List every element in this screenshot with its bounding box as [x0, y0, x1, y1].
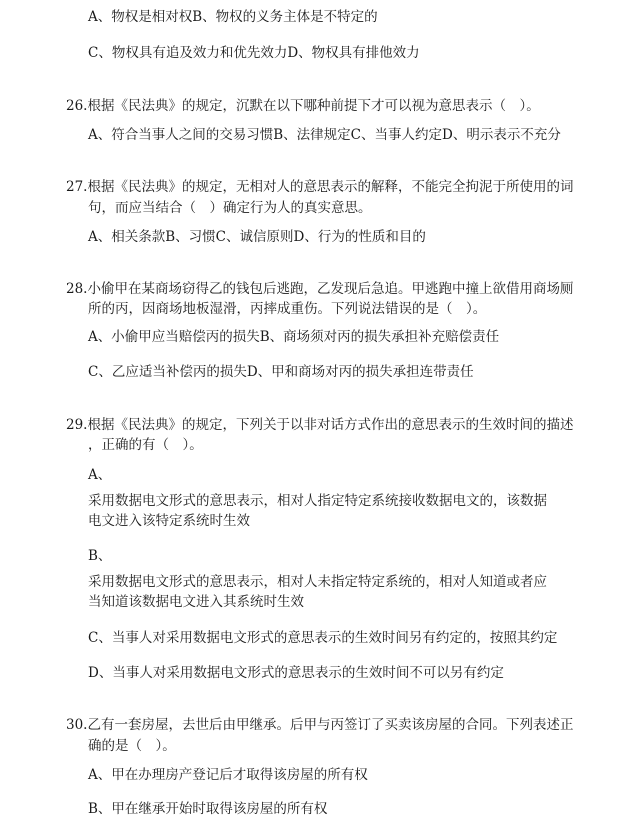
- q29-option-a-line2: 电文进入该特定系统时生效: [88, 513, 250, 529]
- q27-stem-line1-row: [66, 178, 573, 196]
- q29-stem-line2: ，正确的有（ ）。: [88, 437, 203, 453]
- q28-option-cd: C、乙应适当补偿丙的损失D、甲和商场对丙的损失承担连带责任: [88, 364, 474, 380]
- q29-number: 29.: [66, 417, 88, 433]
- q30-number: 30.: [66, 717, 88, 733]
- q25-option-cd: C、物权具有追及效力和优先效力D、物权具有排他效力: [88, 45, 420, 61]
- q29-option-c: C、当事人对采用数据电文形式的意思表示的生效时间另有约定的，按照其约定: [88, 630, 558, 646]
- q28-stem-line1: 小偷甲在某商场窃得乙的钱包后逃跑，乙发现后急追。甲逃跑中撞上欲借用商场厕: [87, 281, 574, 297]
- q30-option-a: A、甲在办理房产登记后才取得该房屋的所有权: [88, 767, 368, 783]
- q30-stem-line2: 确的是（ ）。: [88, 738, 176, 754]
- q29-stem-line1-row: [66, 416, 573, 434]
- q29-option-d: D、当事人对采用数据电文形式的意思表示的生效时间不可以另有约定: [88, 665, 504, 681]
- q28-option-ab: A、小偷甲应当赔偿丙的损失B、商场须对丙的损失承担补充赔偿责任: [88, 329, 500, 345]
- q27-options: A、相关条款B、习惯C、诚信原则D、行为的性质和目的: [88, 229, 426, 245]
- q29-option-a-line1: 采用数据电文形式的意思表示，相对人指定特定系统接收数据电文的，该数据: [88, 493, 547, 509]
- q29-option-b-line1: 采用数据电文形式的意思表示，相对人未指定特定系统的，相对人知道或者应: [88, 574, 547, 590]
- q29-option-b-line2: 当知道该数据电文进入其系统时生效: [88, 594, 304, 610]
- q30-stem-line1: 乙有一套房屋，去世后由甲继承。后甲与丙签订了买卖该房屋的合同。下列表述正: [87, 717, 574, 733]
- q26-stem: [66, 97, 540, 115]
- q29-option-a-label: A、: [88, 467, 112, 483]
- q26-options: A、符合当事人之间的交易习惯B、法律规定C、当事人约定D、明示表示不充分: [88, 127, 561, 143]
- q30-option-b: B、甲在继承开始时取得该房屋的所有权: [88, 801, 328, 817]
- q27-stem-line1: 根据《民法典》的规定，无相对人的意思表示的解释，不能完全拘泥于所使用的词: [87, 179, 574, 195]
- q29-option-b-label: B、: [88, 548, 112, 564]
- q30-stem-line1-row: [66, 716, 573, 734]
- q28-stem-line2: 所的丙，因商场地板湿滑，丙摔成重伤。下列说法错误的是（ ）。: [88, 301, 487, 317]
- q29-stem-line1: 根据《民法典》的规定，下列关于以非对话方式作出的意思表示的生效时间的描述: [87, 417, 574, 433]
- q26-stem-line1: 根据《民法典》的规定，沉默在以下哪种前提下才可以视为意思表示（ ）。: [87, 98, 540, 114]
- q25-option-ab: A、物权是相对权B、物权的义务主体是不特定的: [88, 9, 378, 25]
- q28-number: 28.: [66, 281, 88, 297]
- q26-number: 26.: [66, 98, 88, 114]
- q27-number: 27.: [66, 179, 88, 195]
- q27-stem-line2: 句，而应当结合（ ）确定行为人的真实意思。: [88, 200, 372, 216]
- q28-stem-line1-row: [66, 280, 573, 298]
